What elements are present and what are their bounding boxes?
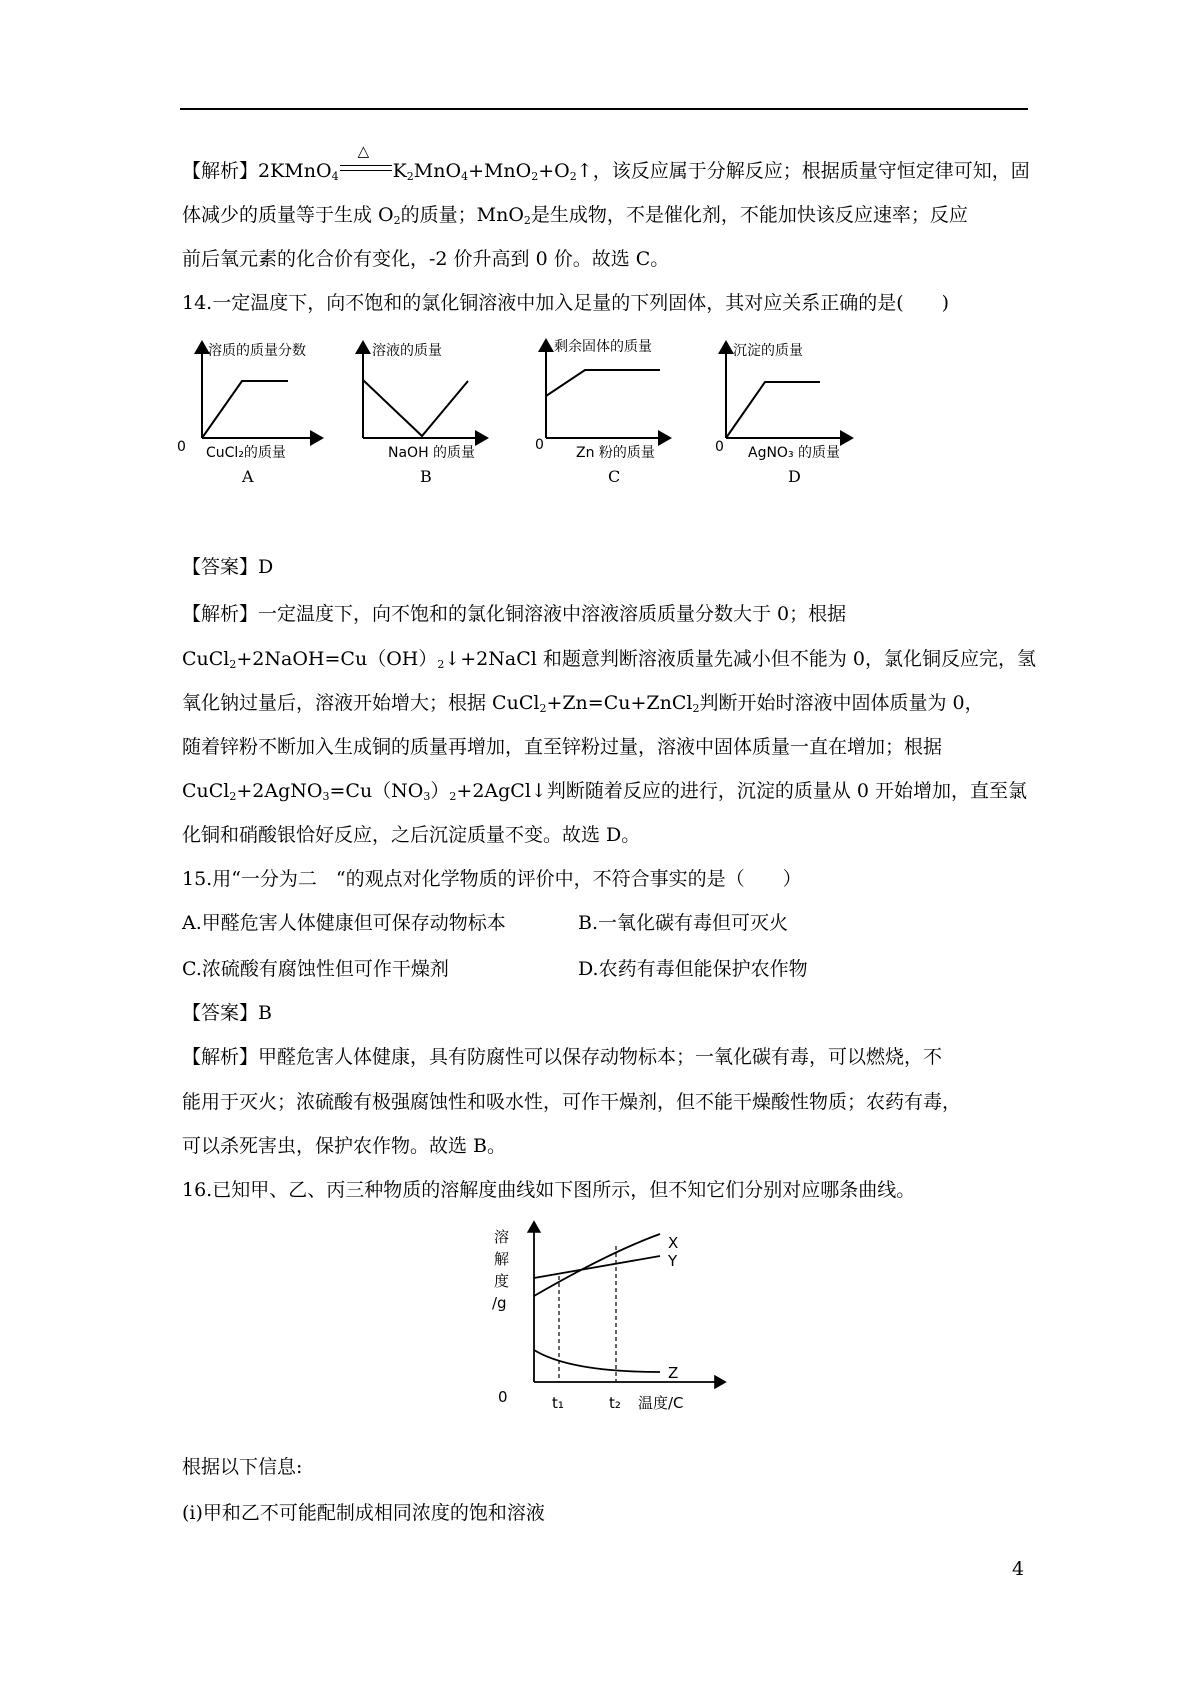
graph-a-letter: A bbox=[242, 467, 254, 486]
graph-b-ylabel: 溶液的质量 bbox=[372, 343, 442, 359]
q13-analysis-line2: 体减少的质量等于生成 $O_2$的质量；MnO$_2$是生成物，不是催化剂，不能加快该反应速率；反应 bbox=[182, 204, 968, 227]
q15-answer: 【答案】B bbox=[182, 1002, 272, 1024]
heat-equals-sign: △ bbox=[340, 163, 392, 175]
graph16-xlabel: 温度/C bbox=[638, 1394, 684, 1412]
graph-d bbox=[715, 342, 852, 486]
q13-analysis-line1: 【解析】2KMnO$_4$ △ $K_2MnO_4+MnO_2+O_2↑$，该反应属于分解反应；根据质量守恒定律可知，固 bbox=[182, 142, 1030, 183]
q15-option-d: D.农药有毒但能保护农作物 bbox=[578, 958, 808, 980]
curve-y bbox=[534, 1256, 660, 1278]
graph-b bbox=[363, 342, 487, 486]
graph-d-curve bbox=[726, 382, 820, 438]
page-number: 4 bbox=[1012, 1558, 1025, 1580]
graph-b-xlabel: NaOH 的质量 bbox=[388, 445, 476, 461]
q14-graphs bbox=[177, 330, 940, 534]
graph-a-curve bbox=[202, 381, 288, 438]
q15-option-b: B.一氧化碳有毒但可灭火 bbox=[578, 912, 789, 934]
q15-analysis-line1: 【解析】甲醛危害人体健康，具有防腐性可以保存动物标本；一氧化碳有毒，可以燃烧，不 bbox=[182, 1046, 943, 1068]
graph16-origin: 0 bbox=[498, 1388, 508, 1406]
graph-a bbox=[177, 342, 322, 486]
q16-info: 根据以下信息: bbox=[182, 1456, 303, 1478]
graph16-curve-y-label: Y bbox=[668, 1252, 678, 1270]
q14-analysis-line5: $CuCl_2+2AgNO_3=Cu(NO_3)_2+2AgCl↓$判断随着反应的进行，沉淀的质量从 0 开始增加，直至氯 bbox=[182, 780, 1028, 803]
q15-stem: 15.用“一分为二 “的观点对化学物质的评价中，不符合事实的是（ ） bbox=[182, 868, 802, 890]
graph-c-letter: C bbox=[608, 467, 621, 486]
q14-analysis-line1: 【解析】一定温度下，向不饱和的氯化铜溶液中溶液溶质质量分数大于 0；根据 bbox=[182, 603, 847, 625]
graph-d-xlabel: AgNO₃ 的质量 bbox=[748, 445, 841, 461]
graph-c bbox=[535, 338, 670, 486]
graph16-t1: t₁ bbox=[552, 1394, 564, 1412]
q14-stem: 14.一定温度下，向不饱和的氯化铜溶液中加入足量的下列固体，其对应关系正确的是( ) bbox=[182, 292, 950, 314]
graph-c-ylabel: 剩余固体的质量 bbox=[554, 339, 652, 355]
q15-option-c: C.浓硫酸有腐蚀性但可作干燥剂 bbox=[182, 958, 449, 980]
graph-c-curve bbox=[546, 370, 660, 396]
graph16-t2: t₂ bbox=[609, 1394, 621, 1412]
q14-answer: 【答案】D bbox=[182, 556, 274, 578]
graph16-ylabel-3: 度 bbox=[494, 1272, 510, 1290]
graph-a-xlabel: CuCl₂的质量 bbox=[206, 445, 286, 461]
graph16-ylabel-1: 溶 bbox=[494, 1228, 510, 1246]
q16-item-i: (ⅰ)甲和乙不可能配制成相同浓度的饱和溶液 bbox=[182, 1502, 545, 1524]
graph16-curve-x-label: X bbox=[668, 1234, 679, 1252]
graph16-curve-z-label: Z bbox=[668, 1364, 679, 1382]
q15-option-a: A.甲醛危害人体健康但可保存动物标本 bbox=[182, 912, 506, 934]
q15-analysis-line2: 能用于灭火；浓硫酸有极强腐蚀性和吸水性，可作干燥剂，但不能干燥酸性物质；农药有毒， bbox=[182, 1091, 962, 1113]
q14-analysis-line4: 随着锌粉不断加入生成铜的质量再增加，直至锌粉过量，溶液中固体质量一直在增加；根据 bbox=[182, 736, 943, 758]
graph-c-origin: 0 bbox=[535, 437, 544, 453]
graph-b-curve bbox=[363, 380, 468, 436]
graph-d-origin: 0 bbox=[715, 439, 724, 455]
graph-d-letter: D bbox=[788, 467, 801, 486]
solubility-graph bbox=[490, 1222, 730, 1426]
q14-analysis-line2: $CuCl_2+2NaOH=Cu(OH)_2↓+2NaCl$ 和题意判断溶液质量先减小但不能为 0，氯化铜反应完，氢 bbox=[182, 648, 1037, 671]
graph-b-letter: B bbox=[420, 467, 432, 486]
graph-a-ylabel: 溶质的质量分数 bbox=[208, 343, 306, 359]
curve-x bbox=[534, 1234, 660, 1296]
q15-analysis-line3: 可以杀死害虫，保护农作物。故选 B。 bbox=[182, 1135, 507, 1157]
curve-z bbox=[534, 1350, 660, 1372]
graph16-ylabel-4: /g bbox=[492, 1294, 507, 1312]
graph-d-ylabel: 沉淀的质量 bbox=[733, 343, 803, 359]
q14-analysis-line6: 化铜和硝酸银恰好反应，之后沉淀质量不变。故选 D。 bbox=[182, 824, 641, 846]
header-rule bbox=[180, 108, 1028, 110]
graph16-ylabel-2: 解 bbox=[494, 1250, 510, 1268]
q13-analysis-line3: 前后氧元素的化合价有变化，-2 价升高到 0 价。故选 C。 bbox=[182, 248, 670, 270]
q16-stem: 16.已知甲、乙、丙三种物质的溶解度曲线如下图所示，但不知它们分别对应哪条曲线。 bbox=[182, 1179, 916, 1201]
graph-c-xlabel: Zn 粉的质量 bbox=[576, 445, 655, 461]
graph-a-origin: 0 bbox=[177, 439, 186, 455]
q14-analysis-line3: 氧化钠过量后，溶液开始增大；根据 CuCl$_2$+Zn=Cu+ZnCl$_2$判断开始时溶液中固体质量为 0， bbox=[182, 692, 984, 715]
